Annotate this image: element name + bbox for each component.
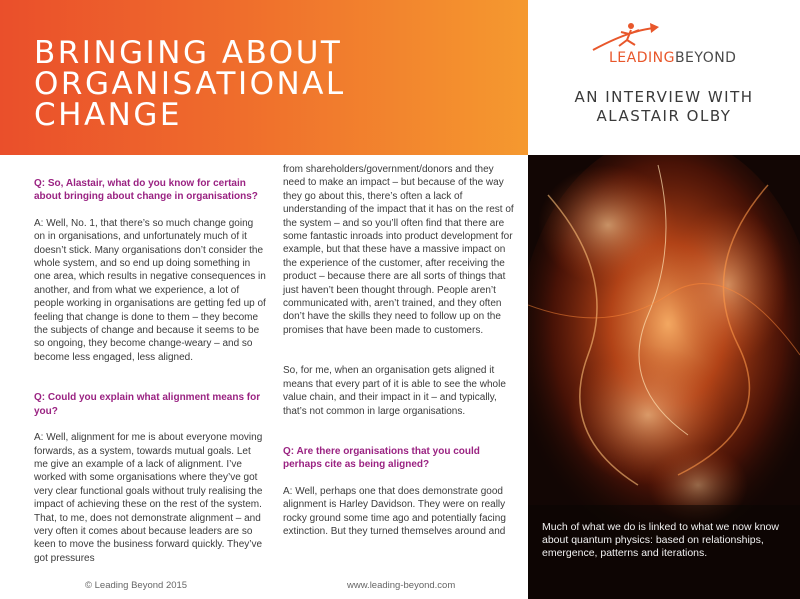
footer-url[interactable]: www.leading-beyond.com [347, 580, 456, 591]
question: Q: Are there organisations that you could perhaps cite as being aligned? [283, 445, 480, 471]
text-column-1 [34, 177, 266, 565]
fractal-flame-image [528, 155, 800, 599]
question: Q: Could you explain what alignment means for you? [34, 392, 261, 417]
answer: So, for me, when an organisation gets aligned it means that every part of it is able to see the whole value chain, and their impact in it – and typically, that’s not common in large organisations. [283, 365, 506, 417]
logo-word-beyond: BEYOND [674, 50, 737, 66]
text-column-2 [283, 163, 515, 538]
page-title [34, 35, 514, 133]
footer-copyright: © Leading Beyond 2015 [85, 580, 188, 591]
brand-panel [528, 0, 800, 155]
interview-subtitle [528, 88, 800, 126]
question: Q: So, Alastair, what do you know for certain about bringing about change in organisations? [34, 178, 258, 203]
title-line: BRINGING ABOUT [34, 35, 343, 71]
title-banner [0, 0, 528, 155]
logo-wordmark [609, 50, 736, 66]
answer: A: Well, alignment for me is about everyone moving forwards, as a system, towards mutual goals. Let me give an example of a lack of alignment. I’ve worked with some organisations where they’ve got very clear functional goals without truly realising the impact of achieving these on the rest of the system. That, to me, does not demonstrate alignment – and very often it comes about because leaders are so keen to move the business forward quickly. They’ve got pressures [34, 432, 263, 564]
leading-beyond-logo [585, 20, 765, 70]
answer-continued: from shareholders/government/donors and they need to make an impact – but because of the way they go about this, there’s often a lack of understanding of the impact that it has on the rest of the system – and so you’ll often find that there are some fantastic inroads into product development for example, but that these have a massive impact on the experience of the customer, after receiving the product – because there are all sorts of things that just haven’t been thought through. People aren’t communicated with, aren’t trained, and they often don’t have the skills they need to follow up on the promises that have been made to customers. [283, 164, 514, 336]
answer: A: Well, No. 1, that there’s so much change going on in organisations, and unfortunately much of it doesn’t stick. Many organisations don’t consider the whole system, and so end up doing something in one area, which results in negative consequences in another, and from what we experience, a lot of people working in organisations are getting fed up of feeling that change is done to them – they become the subjects of change and because it seems to be so ongoing, they become change-weary – and so become less engaged, less aligned. [34, 217, 266, 363]
answer: A: Well, perhaps one that does demonstrate good alignment is Harley Davidson. They were on really rocky ground some time ago and potentially facing extinction. But they turned themselves around and [283, 485, 506, 537]
subtitle-line: AN INTERVIEW WITH [574, 88, 754, 106]
subtitle-line: ALASTAIR OLBY [596, 107, 732, 125]
image-caption: Much of what we do is linked to what we now know about quantum physics: based on relationships, emergence, patterns and iterations. [542, 521, 779, 559]
logo-word-leading: LEADING [609, 50, 675, 66]
title-line: CHANGE [34, 97, 182, 133]
title-line: ORGANISATIONAL [34, 66, 346, 102]
